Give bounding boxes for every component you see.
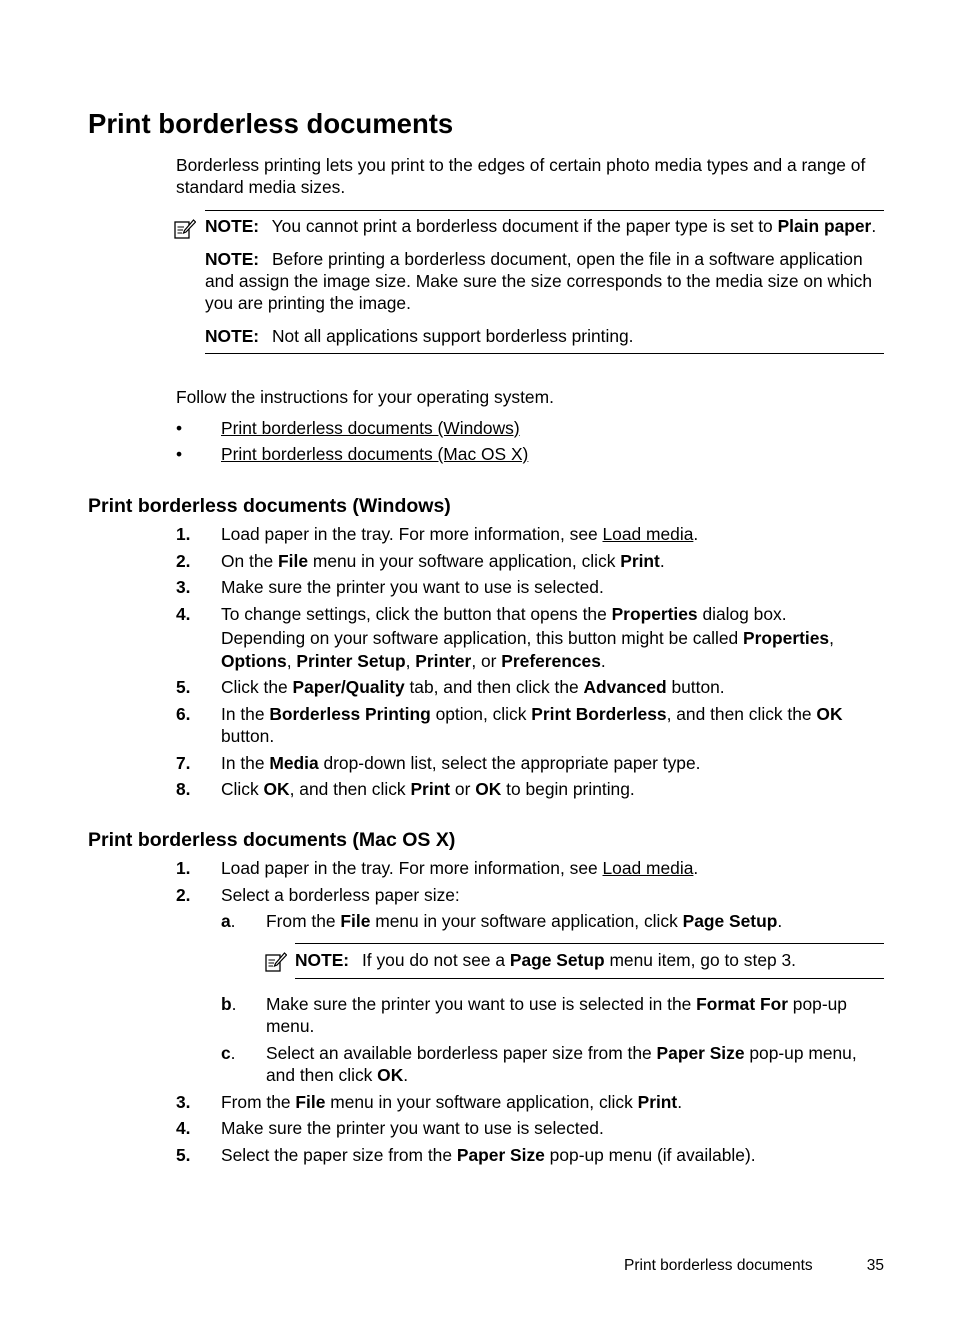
windows-heading: Print borderless documents (Windows) (88, 495, 451, 517)
mac-steps (176, 857, 884, 1170)
note-label: NOTE: (205, 249, 260, 269)
note-1: NOTE: You cannot print a borderless document if the paper type is set to Plain paper. (205, 216, 877, 236)
follow-instructions: Follow the instructions for your operating system. (176, 387, 554, 407)
substep: c. Select an available borderless paper size from the Paper Size pop-up menu, and then click OK. (221, 1042, 857, 1085)
step: 5. Select the paper size from the Paper Size pop-up menu (if available). (176, 1144, 756, 1165)
step: 5. Click the Paper/Quality tab, and then click the Advanced button. (176, 677, 725, 697)
windows-steps (176, 523, 884, 805)
footer-title: Print borderless documents (624, 1257, 813, 1274)
step: 2. Select a borderless paper size: a. From the File menu in your software application, click Page Setup. NOTE: If you do not see a Page Setup menu item, go to step 3. b. Make sure the printer you want to use is selected in the Format For pop-up menu. c. Select an available borderless paper size from the Paper Size pop-up menu, and then click OK. (176, 884, 884, 1087)
step: 1. Load paper in the tray. For more information, see Load media. (176, 524, 699, 544)
step: 4. To change settings, click the button that opens the Properties dialog box. Depending on your software application, this button might be called Properties, Options, Printer Setup, Printer, or Preferences. (176, 603, 884, 673)
step-subtext: Depending on your software application, this button might be called Properties, Options, Printer Setup, Printer, or Preferences. (221, 628, 834, 671)
note-2: NOTE: Before printing a borderless document, open the file in a software application and assign the image size. Make sure the size corresponds to the media size on which you are printing the image. (205, 249, 872, 313)
step: 3. Make sure the printer you want to use is selected. (176, 577, 604, 597)
note-label: NOTE: (205, 216, 260, 236)
inner-note-box: NOTE: If you do not see a Page Setup menu item, go to step 3. (295, 943, 884, 979)
step: 4. Make sure the printer you want to use is selected. (176, 1118, 604, 1138)
step: 2. On the File menu in your software application, click Print. (176, 550, 665, 571)
note-label: NOTE: (205, 326, 260, 346)
link-mac[interactable]: Print borderless documents (Mac OS X) (221, 444, 529, 464)
page-title: Print borderless documents (88, 108, 454, 139)
load-media-link[interactable]: Load media (602, 524, 694, 544)
link-windows[interactable]: Print borderless documents (Windows) (221, 418, 520, 438)
substep: a. From the File menu in your software application, click Page Setup. NOTE: If you do not see a Page Setup menu item, go to step 3. (221, 910, 884, 979)
os-link-list (176, 417, 528, 469)
bullet: • (176, 418, 183, 438)
step: 3. From the File menu in your software application, click Print. (176, 1091, 683, 1112)
list-item (176, 443, 528, 469)
page-number: 35 (866, 1257, 884, 1274)
step: 7. In the Media drop-down list, select the appropriate paper type. (176, 752, 701, 773)
load-media-link[interactable]: Load media (602, 858, 694, 878)
step: 1. Load paper in the tray. For more information, see Load media. (176, 858, 699, 878)
intro-paragraph: Borderless printing lets you print to the edges of certain photo media types and a range of standard media sizes. (176, 155, 866, 197)
list-item (176, 417, 528, 443)
note-icon (174, 219, 196, 239)
note-icon (265, 952, 287, 972)
step: 8. Click OK, and then click Print or OK to begin printing. (176, 779, 635, 799)
note-3: NOTE: Not all applications support borderless printing. (205, 326, 634, 346)
note-label: NOTE: (295, 949, 350, 970)
substep: b. Make sure the printer you want to use is selected in the Format For pop-up menu. (221, 993, 847, 1036)
note-box (205, 210, 884, 354)
mac-heading: Print borderless documents (Mac OS X) (88, 829, 456, 851)
mac-substeps (221, 910, 884, 1087)
bullet: • (176, 444, 183, 464)
step: 6. In the Borderless Printing option, click Print Borderless, and then click the OK button. (176, 703, 843, 746)
